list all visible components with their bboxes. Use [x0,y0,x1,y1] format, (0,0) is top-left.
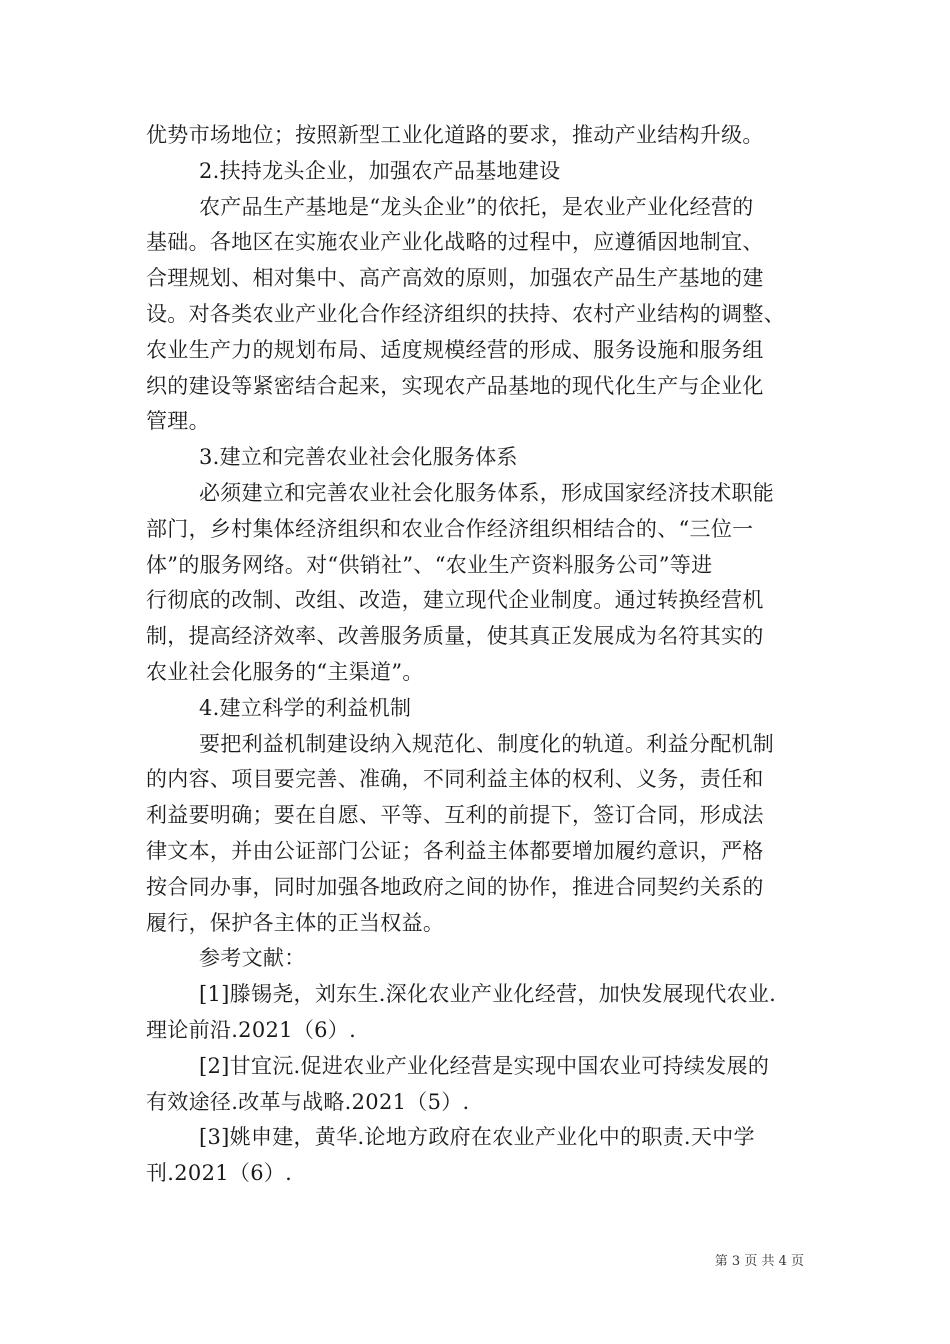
section-heading: 参考文献： [199,946,306,971]
paragraph-line: 农业生产力的规划布局、适度规模经营的形成、服务设施和服务组 [146,337,764,362]
paragraph-line: 行彻底的改制、改组、改造，建立现代企业制度。通过转换经营机 [146,588,764,613]
paragraph-line: 优势市场地位；按照新型工业化道路的要求，推动产业结构升级。 [146,123,764,147]
section-heading: 3.建立和完善农业社会化服务体系 [199,445,518,470]
paragraph-line: 按合同办事，同时加强各地政府之间的协作，推进合同契约关系的 [146,874,764,899]
paragraph-line: 制，提高经济效率、改善服务质量，使其真正发展成为名符其实的 [146,624,764,649]
paragraph-line: 管理。 [146,409,210,434]
reference-line: 有效途径.改革与战略.2021（5）. [146,1089,470,1114]
document-body [146,118,806,1192]
paragraph-line: 合理规划、相对集中、高产高效的原则，加强农产品生产基地的建 [146,266,764,291]
paragraph-line: 织的建设等紧密结合起来，实现农产品基地的现代化生产与企业化 [146,373,764,398]
reference-line: 刊.2021（6）. [146,1161,293,1186]
paragraph-line: 履行，保护各主体的正当权益。 [146,910,445,935]
paragraph-line: 律文本，并由公证部门公证；各利益主体都要增加履约意识，严格 [146,838,764,863]
reference-line: [2]甘宜沅.促进农业产业化经营是实现中国农业可持续发展的 [199,1053,770,1078]
paragraph-line: 利益要明确；要在自愿、平等、互利的前提下，签订合同，形成法 [146,803,764,828]
reference-line: [3]姚申建，黄华.论地方政府在农业产业化中的职责.天中学 [199,1125,755,1150]
page-number: 第 3 页 共 4 页 [714,1254,804,1269]
section-heading: 2.扶持龙头企业，加强农产品基地建设 [199,158,561,183]
reference-line: [1]滕锡尧，刘东生.深化农业产业化经营，加快发展现代农业. [199,982,777,1007]
paragraph-line: 体”的服务网络。对“供销社”、“农业生产资料服务公司”等进 [146,552,713,577]
paragraph-line: 农产品生产基地是“龙头企业”的依托，是农业产业化经营的 [199,194,754,219]
paragraph-line: 农业社会化服务的“主渠道”。 [146,659,424,684]
reference-line: 理论前沿.2021（6）. [146,1017,357,1042]
paragraph-line: 部门，乡村集体经济组织和农业合作经济组织相结合的、“三位一 [146,516,754,541]
paragraph-line: 要把利益机制建设纳入规范化、制度化的轨道。利益分配机制 [199,731,775,756]
paragraph-line: 基础。各地区在实施农业产业化战略的过程中，应遵循因地制宜、 [146,230,764,255]
paragraph-line: 的内容、项目要完善、准确，不同利益主体的权利、义务，责任和 [146,767,764,792]
paragraph-line: 必须建立和完善农业社会化服务体系，形成国家经济技术职能 [199,480,775,505]
section-heading: 4.建立科学的利益机制 [199,695,412,720]
paragraph-line: 设。对各类农业产业化合作经济组织的扶持、农村产业结构的调整、 [146,301,785,326]
